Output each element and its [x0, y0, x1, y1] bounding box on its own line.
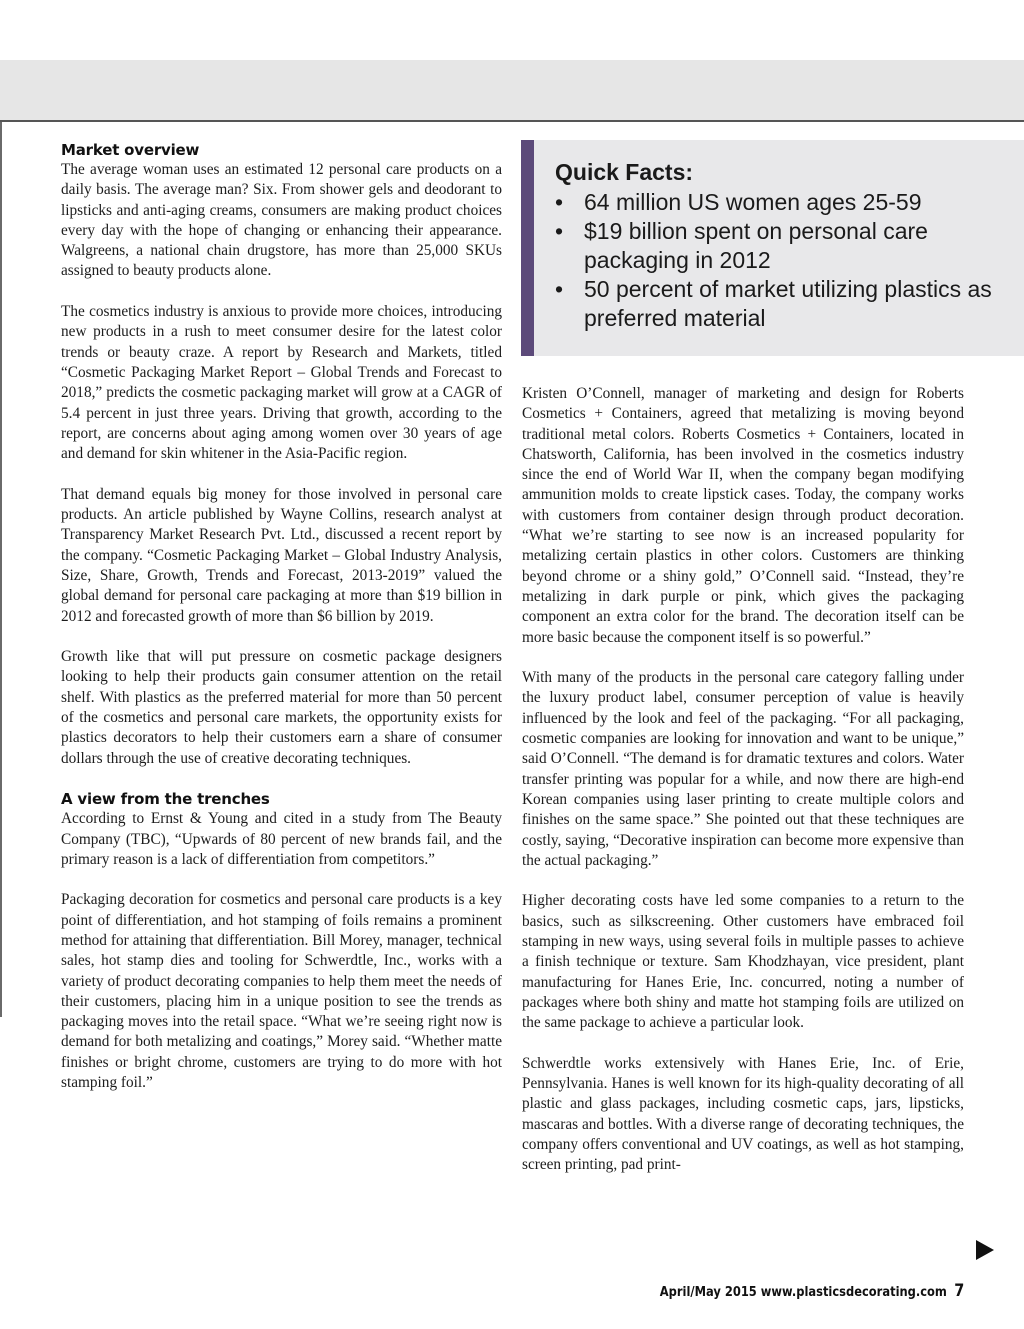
paragraph: That demand equals big money for those involved in personal care products. An article published by Wayne Collins, research analyst at Transparency Market Research Pvt. Ltd., discussed a recent report by the company. “Cosmetic Packaging Market – Global Industry Analysis, Size, Share, Growth, Trends and Forecast, 2013-2019” valued the global demand for personal care packaging at more than $19 billion in 2012 and forecasted growth of more than $6 billion by 2019. — [61, 485, 502, 625]
page-number: 7 — [953, 1281, 964, 1301]
paragraph: With many of the products in the personal care category falling under the luxury product label, consumer perception of value is heavily influenced by the look and feel of the packaging. “For all packaging, cosmetic companies are looking for innovation and want to be unique,” said O’Connell. “The demand is for dramatic textures and colors. Water transfer printing was popular for a while, and now there are high-end Korean companies using laser printing to create multiple colors and finishes on the same space.” She pointed out that these techniques are costly, saying, “Decorative inspiration can become more expensive than the actual packaging.” — [522, 669, 964, 869]
paragraph: Growth like that will put pressure on cosmetic package designers looking to help their products gain consumer attention on the retail shelf. With plastics as the preferred material for more than 50 percent of the cosmetics and personal care markets, the opportunity exists for plastics decorators to help their customers earn a share of consumer dollars through the use of creative decorating techniques. — [61, 648, 502, 767]
paragraph: Kristen O’Connell, manager of marketing and design for Roberts Cosmetics + Containers, agreed that metalizing is moving beyond traditional metal colors. Roberts Cosmetics + Containers, located in Chatsworth, California, has been involved in the cosmetics industry since the end of World War II, when the company began modifying ammunition molds to create lipstick cases. Today, the company works with customers from container design through product decoration. “What we’re starting to see now is an increased popularity for metalizing certain plastics in other colors. Customers are thinking beyond chrome or a shiny gold,” O’Connell said. “Instead, they’re metalizing in dark purple or pink, which gives the packaging component an extra color for the brand. The decoration itself can be more basic because the component itself is so powerful.” — [522, 385, 964, 646]
issue-date: April/May 2015 — [659, 1284, 757, 1300]
header-band — [0, 60, 1024, 122]
section-heading-view-from-trenches: A view from the trenches — [61, 790, 270, 809]
page-footer — [659, 1281, 964, 1301]
paragraph: Packaging decoration for cosmetics and personal care products is a key point of differentiation, and hot stamping of foils remains a prominent method for attaining that differentiation. Bill Morey, manager, technical sales, hot stamp dies and tooling for Schwerdtle, Inc., works with a variety of product decorating companies to help them meet the needs of their customers, placing him in a unique position to see the trends as packaging moves into the retail space. “What we’re seeing right now is demand for both metalizing and coatings,” Morey said. “Whether matte finishes or bright chrome, customers are trying to do more with hot stamping foil.” — [61, 891, 502, 1092]
paragraph: The cosmetics industry is anxious to provide more choices, introducing new products in a rush to meet consumer desire for the latest color trends or beauty craze. A report by Research and Markets, titled “Cosmetic Packaging Market Report – Global Trends and Forecast to 2018,” predicts the cosmetic packaging market will grow at a CAGR of 5.4 percent in just three years. Driving that growth, according to the report, are concerns about aging among women over 30 years of age and demand for skin whitener in the Asia-Pacific region. — [61, 303, 502, 463]
quick-facts-box — [521, 140, 1024, 356]
quick-fact-text: $19 billion spent on personal care packaging in 2012 — [584, 218, 928, 273]
triangle-right-icon[interactable] — [976, 1240, 994, 1260]
quick-fact-text: 50 percent of market utilizing plastics as preferred material — [584, 276, 992, 331]
quick-fact-item — [555, 188, 1024, 217]
section-heading-market-overview: Market overview — [61, 141, 200, 159]
paragraph: The average woman uses an estimated 12 personal care products on a daily basis. The average man? Six. From shower gels and deodorant to lipsticks and anti-aging creams, consumers are making product choices every day with the hope of changing or enhancing their appearance. Walgreens, a national chain drugstore, has more than 25,000 SKUs assigned to beauty products alone. — [61, 161, 502, 280]
quick-facts-title: Quick Facts: — [555, 159, 694, 185]
paragraph: Schwerdtle works extensively with Hanes Erie, Inc. of Erie, Pennsylvania. Hanes is well known for its high-quality decorating of all plastic and glass packages, including cosmetic caps, jars, lipsticks, mascaras and bottles. With a diverse range of decorating techniques, the company offers conventional and UV coatings, as well as hot stamping, screen printing, pad print- — [522, 1054, 964, 1174]
quick-fact-item — [555, 275, 1024, 333]
bullet-icon: • — [555, 218, 564, 244]
bullet-icon: • — [555, 276, 564, 302]
right-column — [522, 384, 964, 1196]
bullet-icon: • — [555, 189, 564, 215]
quick-fact-text: 64 million US women ages 25-59 — [584, 189, 922, 215]
left-margin-rule — [0, 122, 2, 1017]
website-link[interactable]: www.plasticsdecorating.com — [760, 1284, 947, 1300]
left-column — [61, 140, 502, 1114]
quick-facts-list — [555, 188, 1024, 333]
paragraph: Higher decorating costs have led some companies to a return to the basics, such as silkscreening. Other customers have embraced foil stamping in new ways, using several foils in multiple passes to achieve a finish technique or texture. Sam Khodzhayan, vice president, plant manufacturing for Hanes Erie, Inc. concurred, noting a number of packages where both shiny and matte hot stamping foils are utilized on the same package to achieve a particular look. — [522, 892, 964, 1032]
paragraph: According to Ernst & Young and cited in a study from The Beauty Company (TBC), “Upwards of 80 percent of new brands fail, and the primary reason is a lack of differentiation from competitors.” — [61, 810, 502, 868]
quick-fact-item — [555, 217, 1024, 275]
